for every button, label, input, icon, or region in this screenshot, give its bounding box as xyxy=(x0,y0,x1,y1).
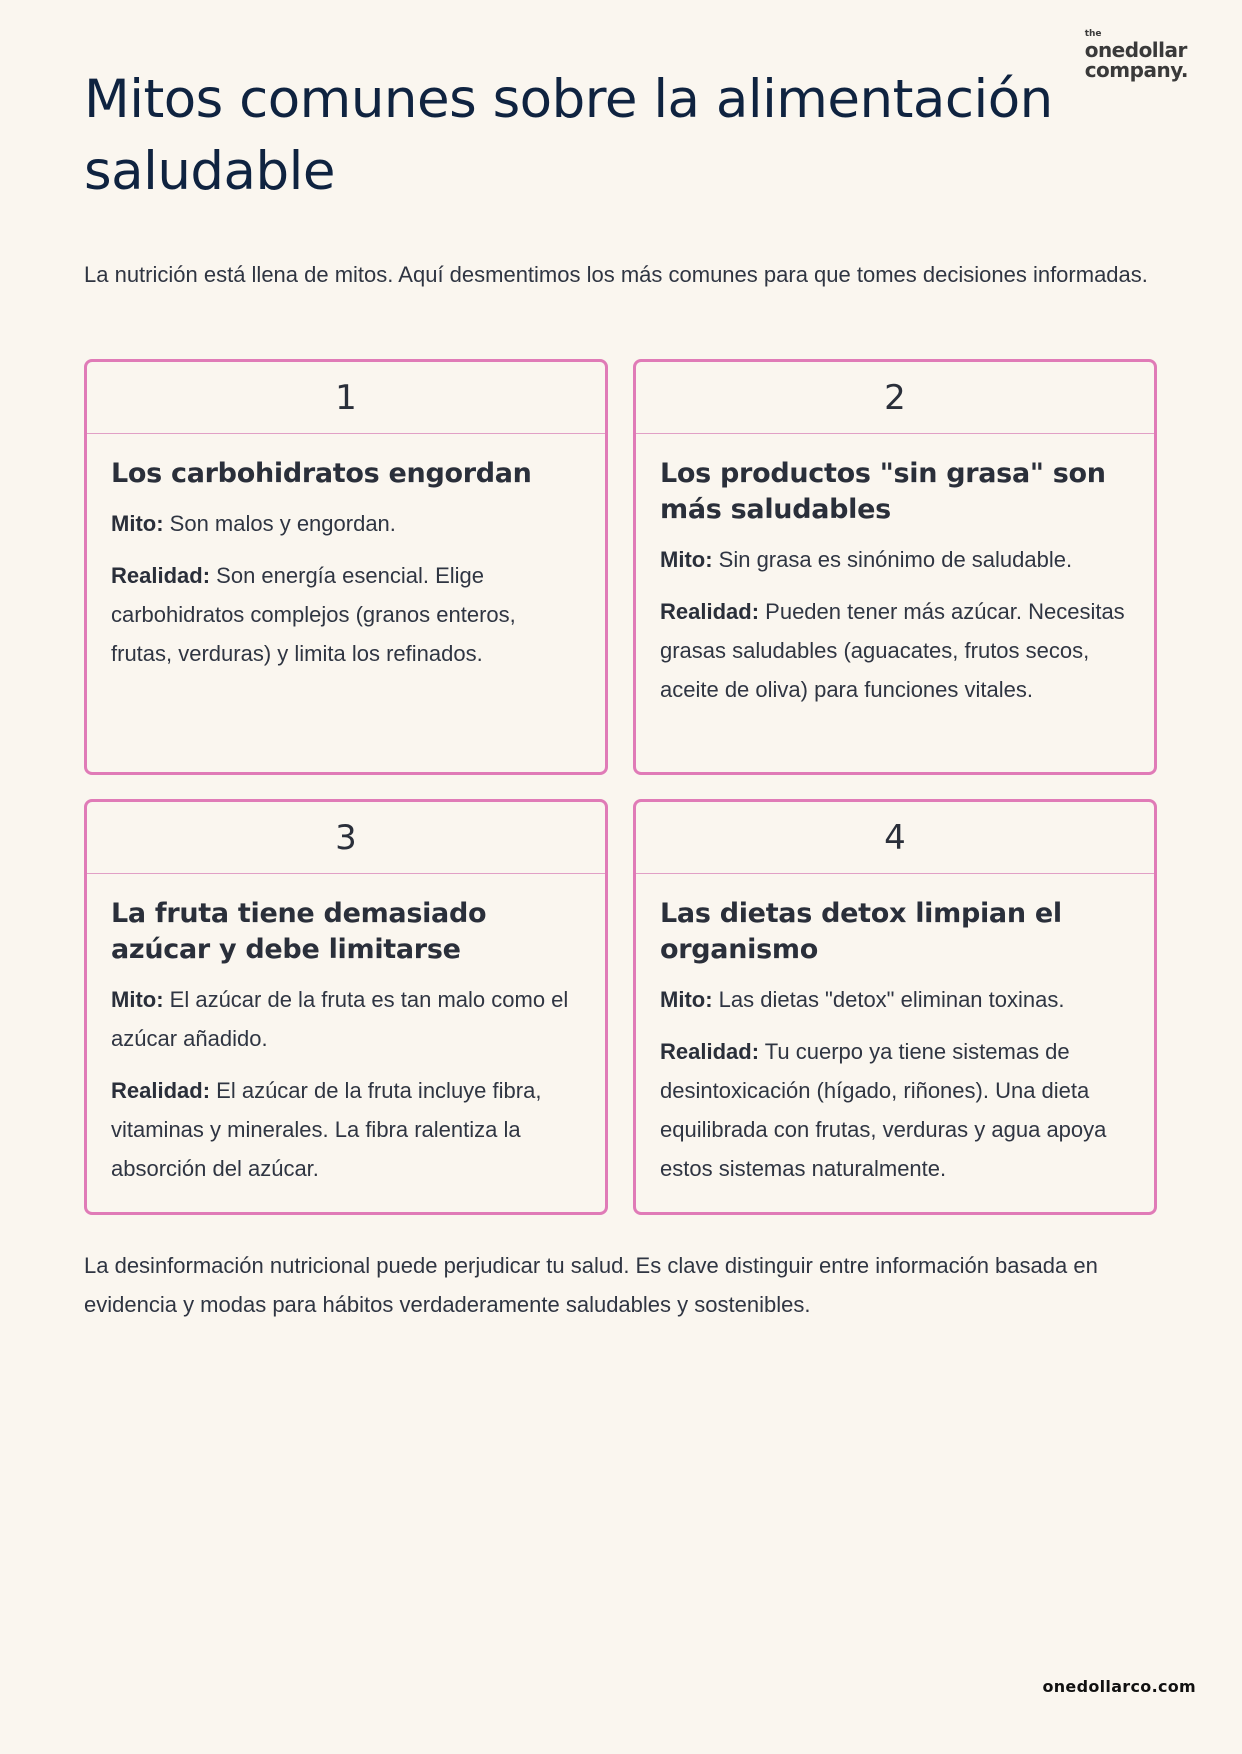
card-body xyxy=(87,874,605,1188)
card-title: Los productos "sin grasa" son más saludables xyxy=(660,458,1106,525)
reality-label: Realidad: xyxy=(111,563,211,588)
page-title: Mitos comunes sobre la alimentación saludable xyxy=(84,69,1053,202)
card-number: 2 xyxy=(636,362,1154,434)
myth-text xyxy=(111,980,581,1058)
myth-text xyxy=(660,980,1130,1019)
myth-card-3 xyxy=(84,799,608,1215)
logo-the: the xyxy=(1084,29,1102,39)
reality-value: Pueden tener más azúcar. Necesitas grasas saludables (aguacates, frutos secos, aceite de oliva) para funciones vitales. xyxy=(660,599,1125,702)
myth-label: Mito: xyxy=(111,511,164,536)
myth-card-1 xyxy=(84,359,608,775)
website-url: onedollarco.com xyxy=(1042,1677,1196,1696)
card-title: Los carbohidratos engordan xyxy=(111,458,532,489)
myth-cards-grid xyxy=(84,359,1157,1215)
myth-label: Mito: xyxy=(660,987,713,1012)
reality-text xyxy=(111,556,581,673)
myth-label: Mito: xyxy=(660,547,713,572)
card-title: La fruta tiene demasiado azúcar y debe limitarse xyxy=(111,898,487,965)
reality-text xyxy=(660,1032,1130,1188)
myth-card-4 xyxy=(633,799,1157,1215)
card-body xyxy=(636,434,1154,709)
reality-value: El azúcar de la fruta incluye fibra, vitaminas y minerales. La fibra ralentiza la absorción del azúcar. xyxy=(111,1078,542,1181)
myth-card-2 xyxy=(633,359,1157,775)
card-body xyxy=(87,434,605,673)
card-title: Las dietas detox limpian el organismo xyxy=(660,898,1062,965)
myth-value: El azúcar de la fruta es tan malo como el azúcar añadido. xyxy=(111,987,569,1051)
myth-value: Las dietas "detox" eliminan toxinas. xyxy=(718,987,1065,1012)
myth-text xyxy=(111,504,581,543)
card-number: 1 xyxy=(87,362,605,434)
logo-line-1: onedollar xyxy=(1084,38,1187,62)
reality-text xyxy=(111,1071,581,1188)
company-logo xyxy=(1085,30,1188,80)
card-number: 4 xyxy=(636,802,1154,874)
card-number: 3 xyxy=(87,802,605,874)
reality-label: Realidad: xyxy=(111,1078,211,1103)
reality-label: Realidad: xyxy=(660,1039,760,1064)
reality-label: Realidad: xyxy=(660,599,760,624)
reality-text xyxy=(660,592,1130,709)
reality-value: Son energía esencial. Elige carbohidratos complejos (granos enteros, frutas, verduras) y limita los refinados. xyxy=(111,563,516,666)
closing-paragraph: La desinformación nutricional puede perjudicar tu salud. Es clave distinguir entre información basada en evidencia y modas para hábitos verdaderamente saludables y sostenibles. xyxy=(84,1253,1098,1317)
myth-label: Mito: xyxy=(111,987,164,1012)
myth-text xyxy=(660,540,1130,579)
reality-value: Tu cuerpo ya tiene sistemas de desintoxicación (hígado, riñones). Una dieta equilibrada con frutas, verduras y agua apoya estos sistemas naturalmente. xyxy=(660,1039,1107,1181)
intro-paragraph: La nutrición está llena de mitos. Aquí desmentimos los más comunes para que tomes decisiones informadas. xyxy=(84,262,1148,287)
myth-value: Son malos y engordan. xyxy=(169,511,396,536)
logo-line-2: company. xyxy=(1084,58,1188,82)
myth-value: Sin grasa es sinónimo de saludable. xyxy=(718,547,1073,572)
card-body xyxy=(636,874,1154,1188)
